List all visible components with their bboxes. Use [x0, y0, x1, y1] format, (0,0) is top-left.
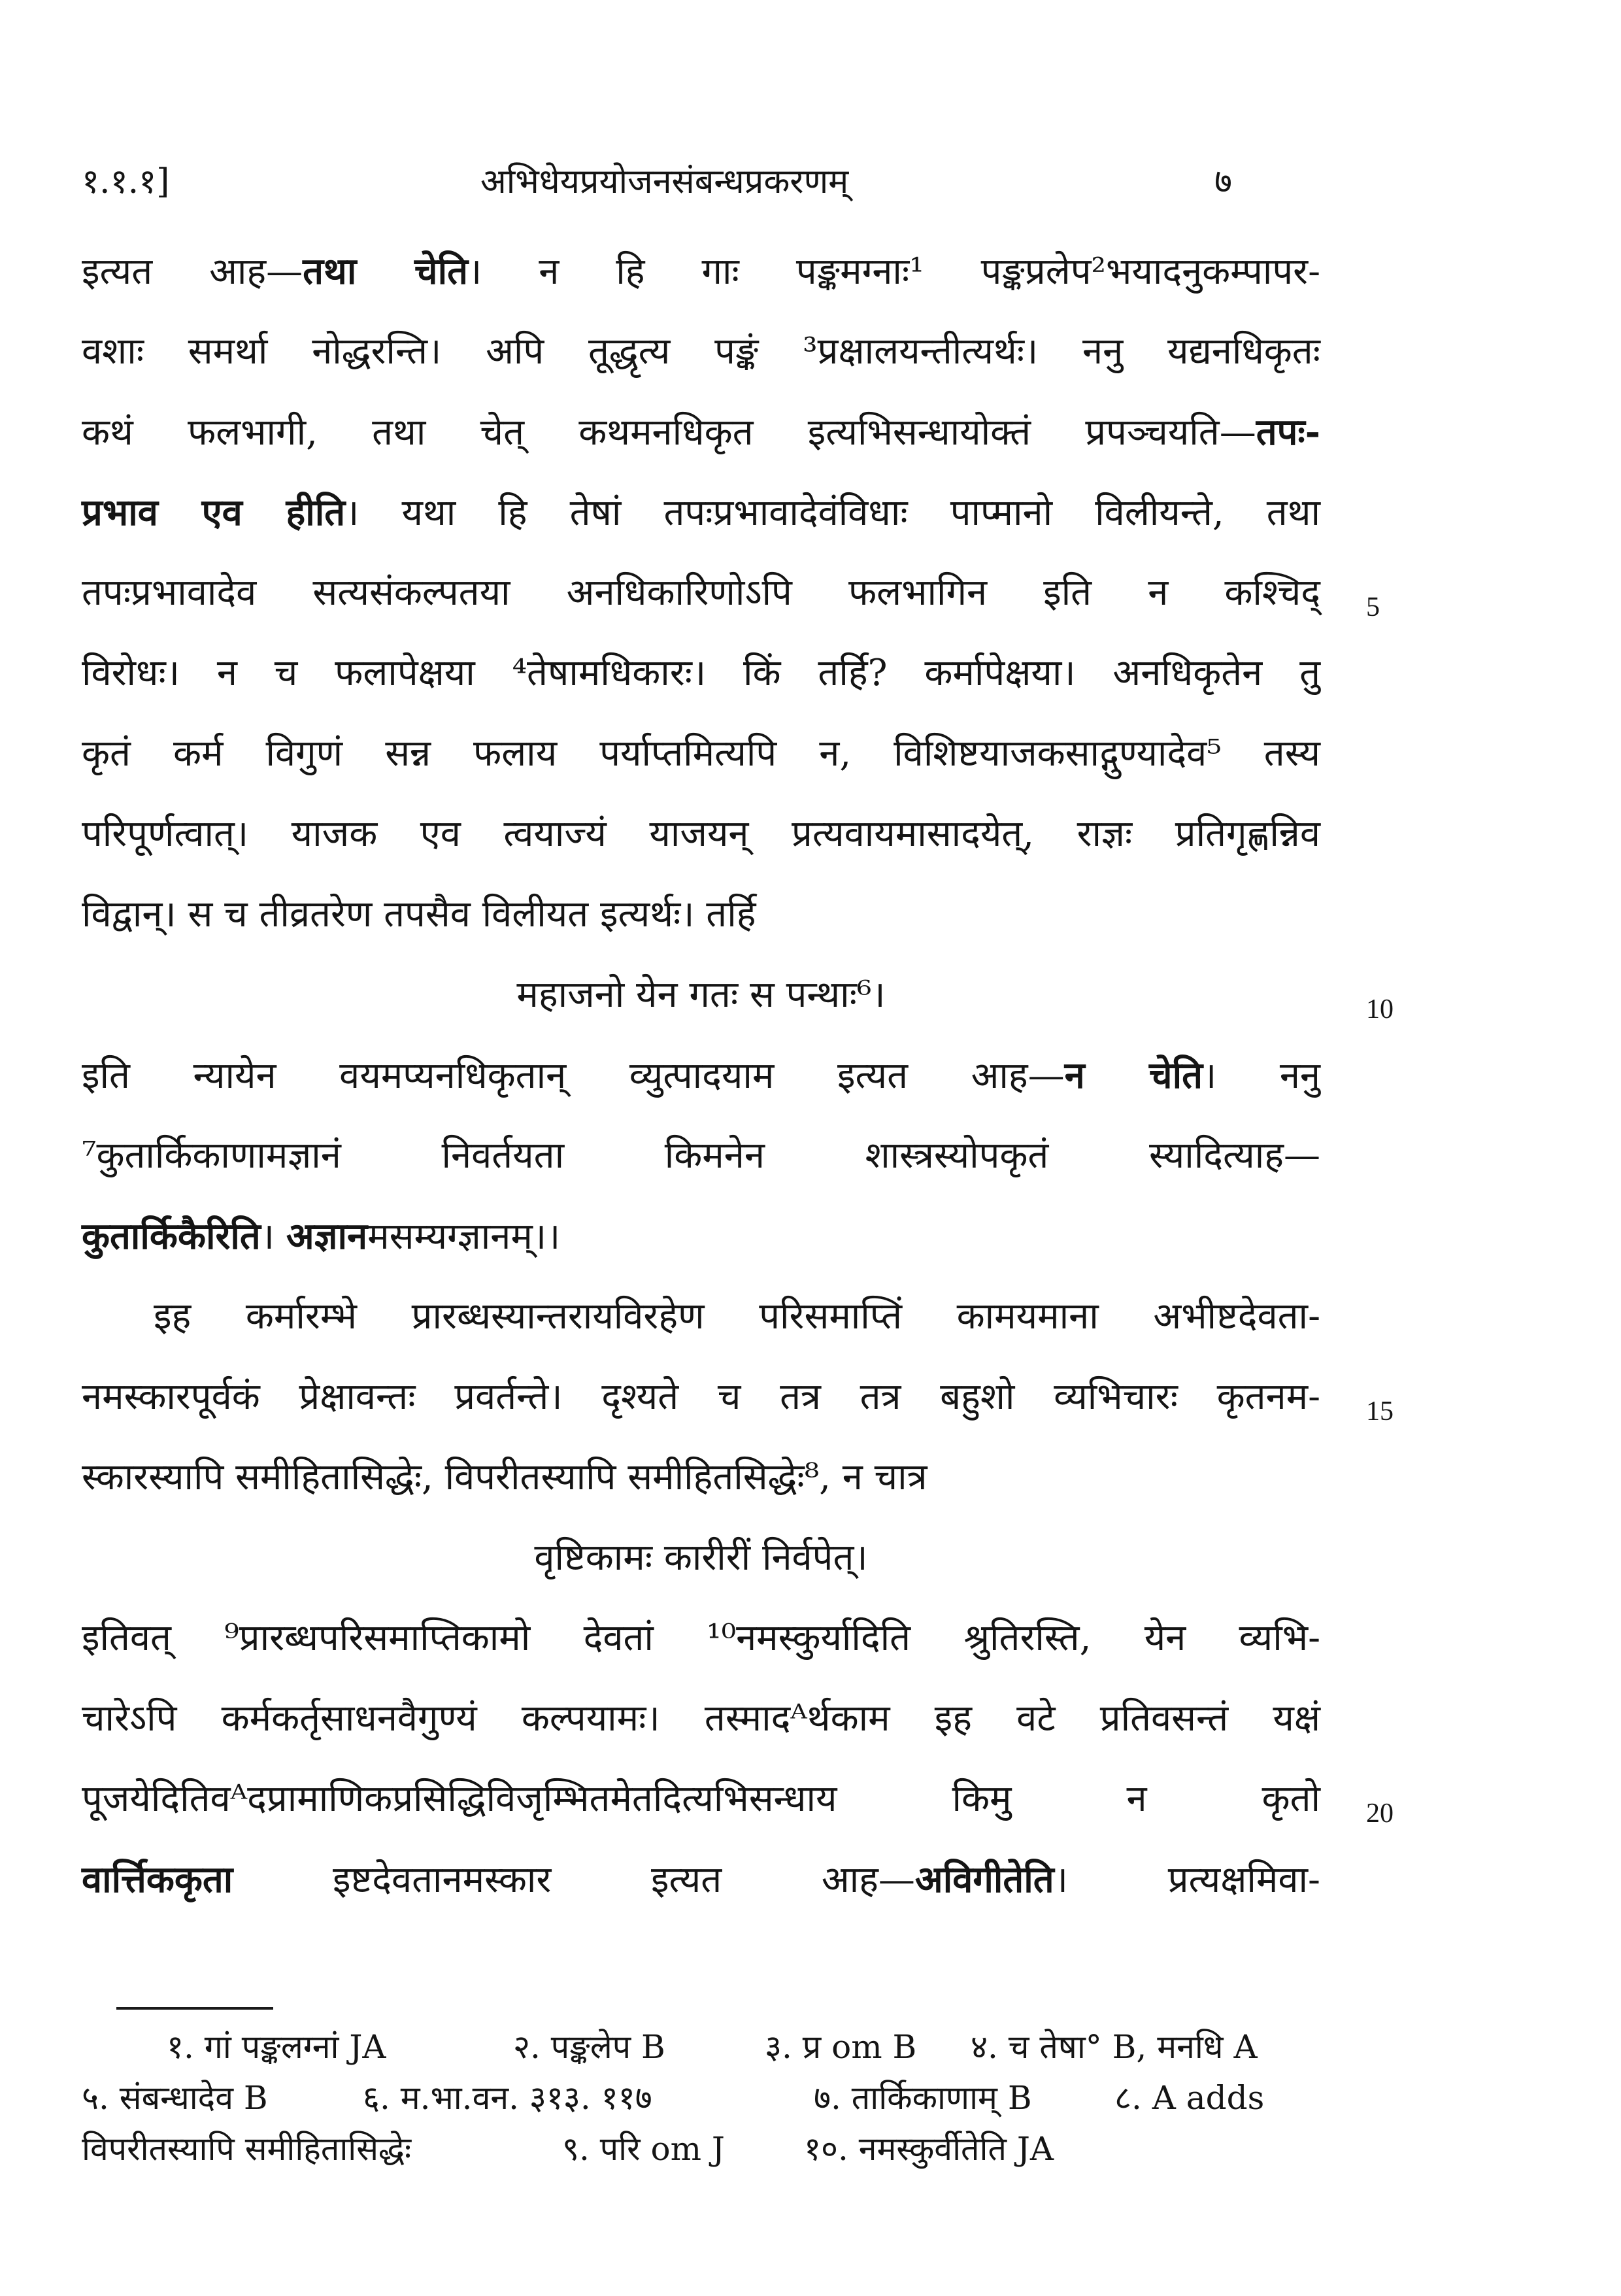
text-line-21: वार्त्तिककृता इष्टदेवतानमस्कार इत्यत आह—अविगीतेति। प्रत्यक्षमिवा-	[82, 1858, 1320, 1901]
running-header	[82, 150, 1232, 209]
line-number-10: 10	[1366, 994, 1394, 1024]
footnote-divider	[116, 2007, 273, 2010]
footnote-row-3	[82, 2125, 1320, 2171]
footnote-7: ७. तार्किकाणाम् B	[814, 2079, 1032, 2117]
text-line-20: पूजयेदितिवᴬदप्रामाणिकप्रसिद्धिविजृम्भितमेतदित्यभिसन्धाय किमु न कृतो	[82, 1778, 1320, 1820]
footnote-8-continued: विपरीतस्यापि समीहितासिद्धेः	[82, 2130, 412, 2168]
line-number-20: 20	[1366, 1798, 1394, 1829]
verse-quote-2: वृष्टिकामः कारीरीं निर्वपेत्।	[534, 1536, 868, 1579]
text-line-9: विद्वान्। स च तीव्रतरेण तपसैव विलीयत इत्यर्थः। तर्हि	[82, 893, 756, 936]
text-line-3: कथं फलभागी, तथा चेत् कथमनधिकृत इत्यभिसन्धायोक्तं प्रपञ्चयति—तपः-	[82, 411, 1320, 454]
text-line-5: तपःप्रभावादेव सत्यसंकल्पतया अनधिकारिणोऽपि फलभागिन इति न कश्चिद्	[82, 571, 1320, 614]
section-number: १.१.१]	[82, 162, 170, 201]
footnote-10: १०. नमस्कुर्वीतेति JA	[804, 2130, 1054, 2168]
page-number: ७	[1214, 162, 1232, 201]
footnote-row-1	[82, 2023, 1320, 2069]
footnote-3: ३. प्र om B	[765, 2028, 917, 2066]
verse-quote-1: महाजनो येन गतः स पन्थाः⁶।	[516, 973, 886, 1016]
text-line-7: कृतं कर्म विगुणं सन्न फलाय पर्याप्तमित्यपि न, विशिष्टयाजकसाद्गुण्यादेव⁵ तस्य	[82, 732, 1320, 775]
text-line-6: विरोधः। न च फलापेक्षया ⁴तेषामधिकारः। किं तर्हि? कर्मापेक्षया। अनधिकृतेन तु	[82, 652, 1320, 694]
footnote-9: ९. परि om J	[562, 2130, 725, 2168]
text-line-2: वशाः समर्था नोद्धरन्ति। अपि तूद्धृत्य पङ्कं ³प्रक्षालयन्तीत्यर्थः। ननु यद्यनधिकृतः	[82, 330, 1320, 373]
footnote-1: १. गां पङ्कलग्नां JA	[167, 2028, 386, 2066]
text-line-4: प्रभाव एव हीति। यथा हि तेषां तपःप्रभावादेवंविधाः पाप्मानो विलीयन्ते, तथा	[82, 491, 1320, 534]
footnote-6: ६. म.भा.वन. ३१३. ११७	[363, 2079, 652, 2117]
footnote-5: ५. संबन्धादेव B	[82, 2079, 268, 2117]
footnote-4: ४. च तेषा° B, मनधि A	[971, 2028, 1258, 2066]
chapter-title: अभिधेयप्रयोजनसंबन्धप्रकरणम्	[480, 162, 849, 201]
text-line-1: इत्यत आह—तथा चेति। न हि गाः पङ्कमग्नाः¹ पङ्कप्रलेप²भयादनुकम्पापर-	[82, 250, 1320, 293]
text-line-16: स्कारस्यापि समीहितासिद्धेः, विपरीतस्यापि समीहितसिद्धेः⁸, न चात्र	[82, 1456, 927, 1498]
text-line-12: ⁷कुतार्किकाणामज्ञानं निवर्तयता किमनेन शास्त्रस्योपकृतं स्यादित्याह—	[82, 1134, 1320, 1177]
text-line-11: इति न्यायेन वयमप्यनधिकृतान् व्युत्पादयाम इत्यत आह—न चेति। ननु	[82, 1054, 1320, 1097]
footnote-2: २. पङ्कलेप B	[513, 2028, 665, 2066]
footnote-row-2	[82, 2074, 1320, 2120]
line-number-15: 15	[1366, 1396, 1394, 1427]
text-line-13: कुतार्किकैरिति। अज्ञानमसम्यग्ज्ञानम्।।	[82, 1215, 561, 1258]
line-number-5: 5	[1366, 592, 1380, 622]
text-line-15: नमस्कारपूर्वकं प्रेक्षावन्तः प्रवर्तन्ते। दृश्यते च तत्र तत्र बहुशो व्यभिचारः कृतनम-	[82, 1376, 1320, 1418]
text-line-14: इह कर्मारम्भे प्रारब्धस्यान्तरायविरहेण परिसमाप्तिं कामयमाना अभीष्टदेवता-	[154, 1295, 1320, 1338]
text-line-18: इतिवत् ⁹प्रारब्धपरिसमाप्तिकामो देवतां ¹⁰नमस्कुर्यादिति श्रुतिरस्ति, येन व्यभि-	[82, 1617, 1320, 1659]
text-line-8: परिपूर्णत्वात्। याजक एव त्वयाज्यं याजयन् प्रत्यवायमासादयेत्, राज्ञः प्रतिगृह्णन्निव	[82, 813, 1320, 855]
text-line-19: चारेऽपि कर्मकर्तृसाधनवैगुण्यं कल्पयामः। तस्मादᴬर्थकाम इह वटे प्रतिवसन्तं यक्षं	[82, 1697, 1320, 1740]
footnote-8: ८. A adds	[1114, 2079, 1265, 2117]
